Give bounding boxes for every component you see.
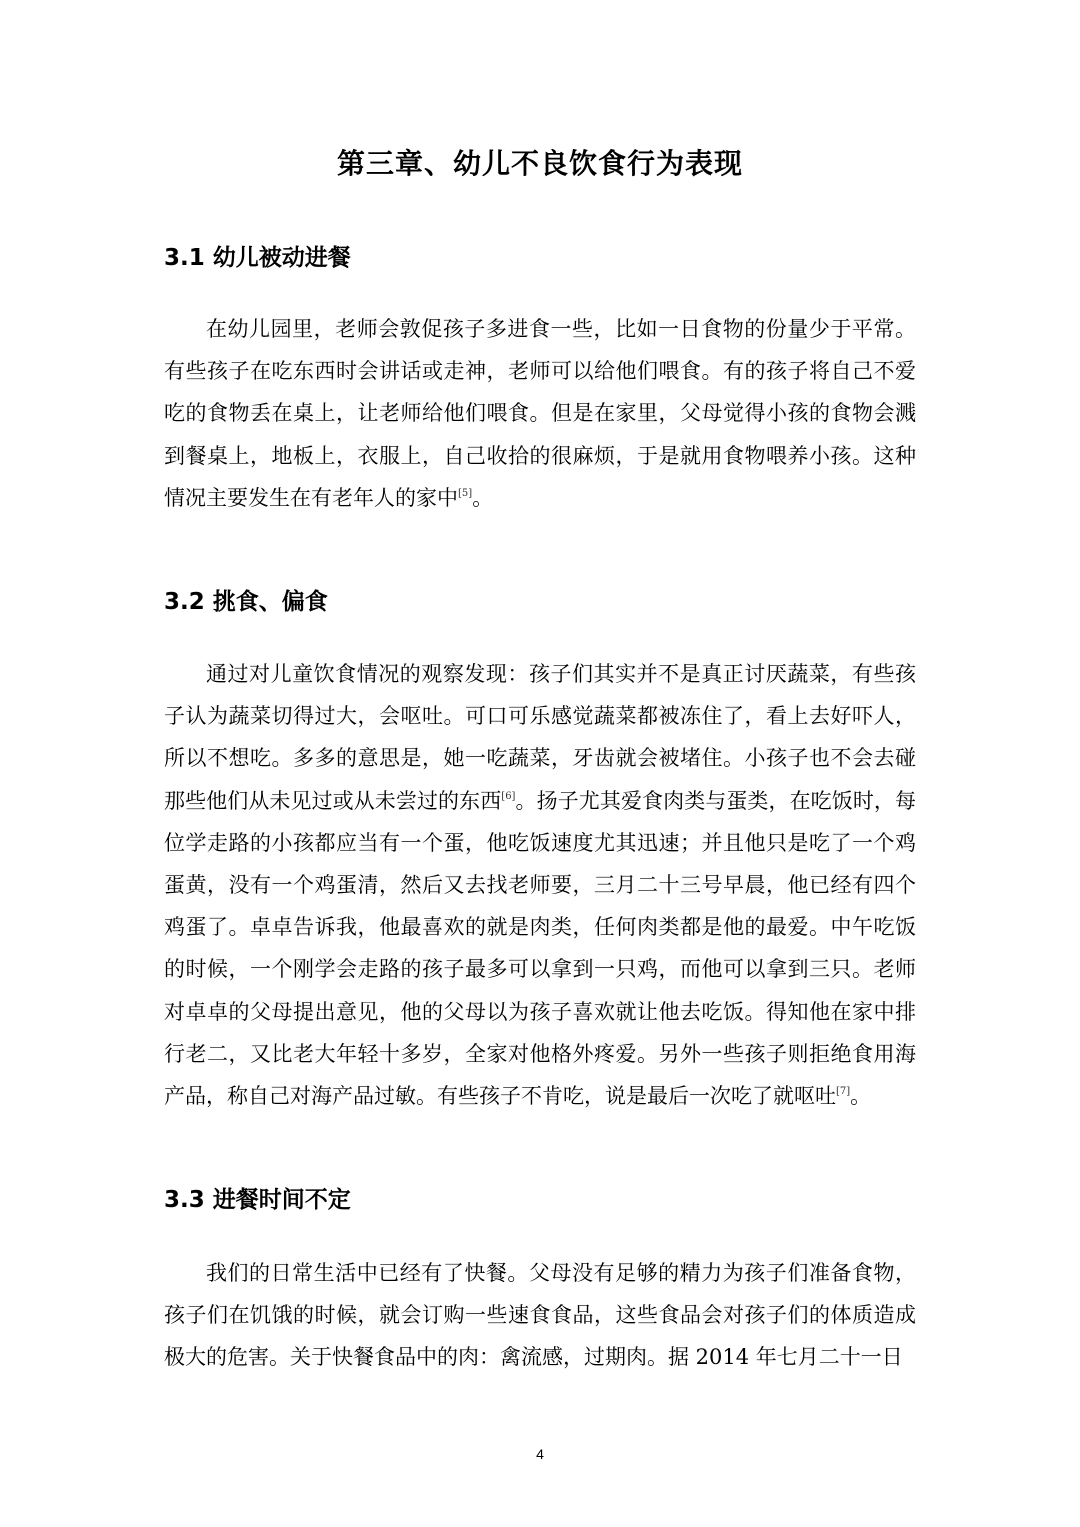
paragraph-text: 我们的日常生活中已经有了快餐。父母没有足够的精力为孩子们准备食物，孩子们在饥饿的时候，就会订购一些速食食品，这些食品会对孩子们的体质造成极大的危害。关于快餐食品中的肉：禽流感，过期肉。据 2014 年七月二十一日 xyxy=(164,1261,916,1370)
chapter-title: 第三章、幼儿不良饮食行为表现 xyxy=(336,147,743,180)
paragraph-text: 在幼儿园里，老师会敦促孩子多进食一些，比如一日食物的份量少于平常。有些孩子在吃东西时会讲话或走神，老师可以给他们喂食。有的孩子将自己不爱吃的食物丢在桌上，让老师给他们喂食。但是在家里，父母觉得小孩的食物会溅到餐桌上，地板上，衣服上，自己收拾的很麻烦，于是就用食物喂养小孩。这种情况主要发生在有老年人的家中 xyxy=(164,317,916,510)
section-heading-3-1: 3.1 幼儿被动进餐 xyxy=(164,245,351,271)
section-3-2-paragraph xyxy=(164,653,916,1117)
citation-7: [7] xyxy=(836,1086,851,1098)
paragraph-text: 通过对儿童饮食情况的观察发现：孩子们其实并不是真正讨厌蔬菜，有些孩子认为蔬菜切得过大，会呕吐。可口可乐感觉蔬菜都被冻住了，看上去好吓人，所以不想吃。多多的意思是，她一吃蔬菜，牙齿就会被堵住。小孩子也不会去碰那些他们从未见过或从未尝过的东西 xyxy=(164,662,916,813)
citation-5: [5] xyxy=(458,487,473,499)
section-3-3-paragraph xyxy=(164,1252,916,1379)
section-heading-3-3: 3.3 进餐时间不定 xyxy=(164,1187,351,1213)
page-number: 4 xyxy=(536,1446,544,1462)
citation-6: [6] xyxy=(501,790,516,802)
paragraph-end: 。 xyxy=(472,485,494,510)
paragraph-text: 。扬子尤其爱食肉类与蛋类，在吃饭时，每位学走路的小孩都应当有一个蛋，他吃饭速度尤其迅速；并且他只是吃了一个鸡蛋黄，没有一个鸡蛋清，然后又去找老师要，三月二十三号早晨，他已经有四个鸡蛋了。卓卓告诉我，他最喜欢的就是肉类，任何肉类都是他的最爱。中午吃饭的时候，一个刚学会走路的孩子最多可以拿到一只鸡，而他可以拿到三只。老师对卓卓的父母提出意见，他的父母以为孩子喜欢就让他去吃饭。得知他在家中排行老二，又比老大年轻十多岁，全家对他格外疼爱。另外一些孩子则拒绝食用海产品，称自己对海产品过敏。有些孩子不肯吃，说是最后一次吃了就呕吐 xyxy=(164,788,917,1109)
section-heading-3-2: 3.2 挑食、偏食 xyxy=(164,589,328,615)
section-3-1-paragraph xyxy=(164,308,916,519)
paragraph-end: 。 xyxy=(850,1084,872,1109)
